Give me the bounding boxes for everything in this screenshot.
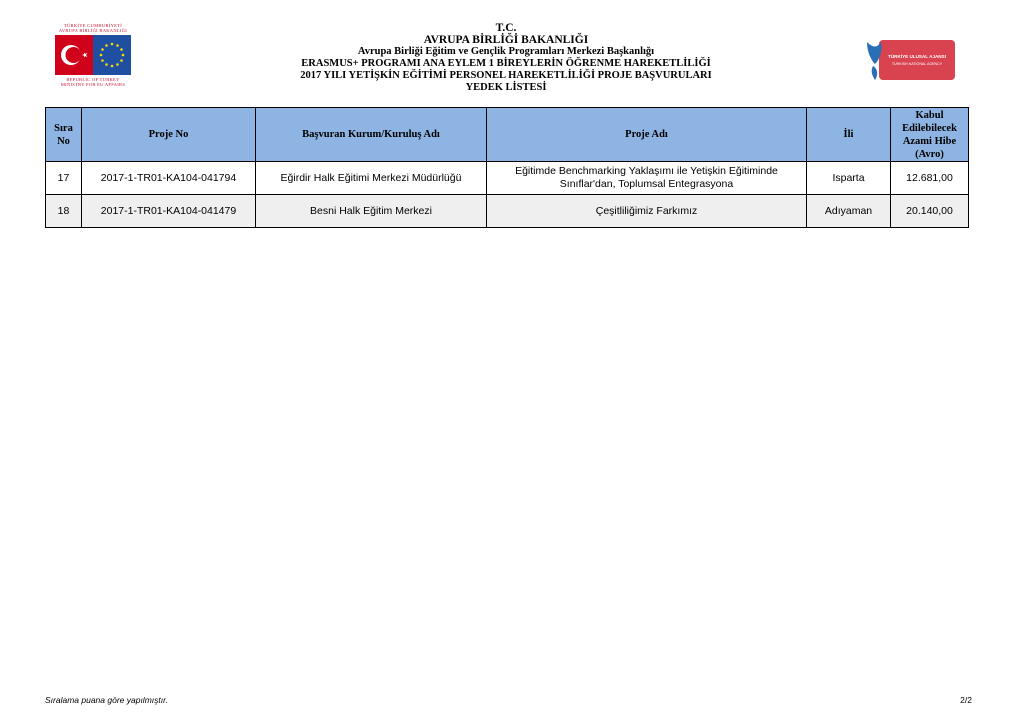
cell-hibe: 12.681,00: [891, 162, 969, 195]
cell-proje-adi: Eğitimde Benchmarking Yaklaşımı ile Yetişkin Eğitiminde Sınıflar'dan, Toplumsal Entegrasyona: [487, 162, 807, 195]
agency-logo-line1: TÜRKİYE ULUSAL AJANSI: [888, 54, 946, 59]
footer-note: Sıralama puana göre yapılmıştır.: [45, 695, 168, 705]
cell-proje-no: 2017-1-TR01-KA104-041479: [82, 195, 256, 228]
ministry-logo: [55, 23, 131, 87]
col-header-kurum: Başvuran Kurum/Kuruluş Adı: [256, 108, 487, 162]
ministry-logo-top-text: TÜRKİYE CUMHURİYETİ AVRUPA BİRLİĞİ BAKANLIĞI: [58, 23, 128, 33]
cell-hibe: 20.140,00: [891, 195, 969, 228]
header-tc: T.C.: [495, 22, 517, 34]
ministry-flags: [55, 35, 131, 75]
cell-ili: Isparta: [807, 162, 891, 195]
cell-sira: 18: [46, 195, 82, 228]
header-center: Avrupa Birliği Eğitim ve Gençlik Programları Merkezi Başkanlığı: [357, 46, 655, 57]
cell-proje-adi: Çeşitliliğimiz Farkımız: [487, 195, 807, 228]
page-number: 2/2: [960, 695, 972, 705]
header-ministry: AVRUPA BİRLİĞİ BAKANLIĞI: [423, 34, 589, 46]
cell-kurum: Eğirdir Halk Eğitimi Merkezi Müdürlüğü: [256, 162, 487, 195]
table-header-row: [46, 108, 969, 162]
national-agency-logo-icon: [865, 38, 957, 82]
col-header-hibe: Kabul Edilebilecek Azami Hibe (Avro): [891, 108, 969, 162]
cell-sira: 17: [46, 162, 82, 195]
table-row: [46, 195, 969, 228]
cell-kurum: Besni Halk Eğitim Merkezi: [256, 195, 487, 228]
col-header-ili: İli: [807, 108, 891, 162]
eu-flag-icon: [93, 35, 131, 75]
cell-ili: Adıyaman: [807, 195, 891, 228]
table-row: [46, 162, 969, 195]
ministry-logo-bottom-text: REPUBLIC OF TURKEY MINISTRY FOR EU AFFAIRS: [60, 77, 126, 87]
cell-proje-no: 2017-1-TR01-KA104-041794: [82, 162, 256, 195]
col-header-proje-adi: Proje Adı: [487, 108, 807, 162]
turkish-flag-icon: [55, 35, 93, 75]
agency-logo-line2: TURKISH NATIONAL AGENCY: [891, 62, 943, 66]
reserve-list-table: [45, 107, 969, 228]
document-header: [200, 22, 812, 94]
header-call: 2017 YILI YETİŞKİN EĞİTİMİ PERSONEL HAREKETLİLİĞİ PROJE BAŞVURULARI: [300, 70, 712, 81]
header-list-title: YEDEK LİSTESİ: [465, 82, 547, 93]
col-header-proje-no: Proje No: [82, 108, 256, 162]
col-header-sira: Sıra No: [46, 108, 82, 162]
header-program: ERASMUS+ PROGRAMI ANA EYLEM 1 BİREYLERİN ÖĞRENME HAREKETLİLİĞİ: [301, 58, 711, 69]
